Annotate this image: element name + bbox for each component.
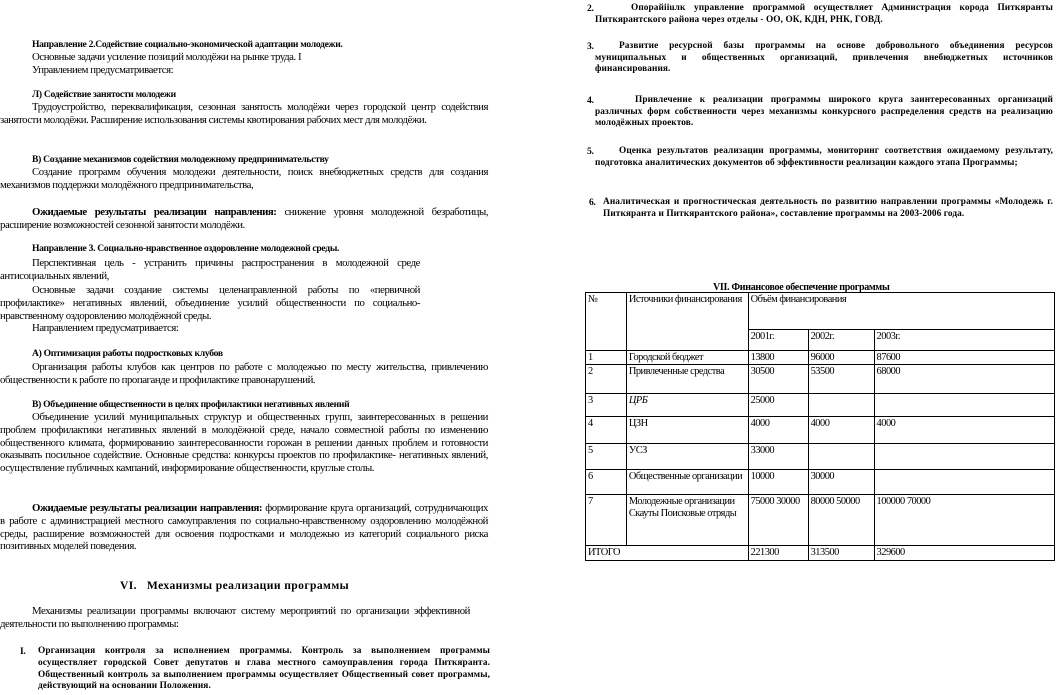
header-number: № (586, 293, 627, 351)
subsection-a-title: Л) Содействие занятости молодежи (32, 89, 176, 100)
row-value-2002 (808, 394, 874, 417)
item-1-text: Организация контроля за исполнением программы. Контроль за выполнением программы осуществляет городской Совет депутатов и глава местного самоуправления города Питкяранта. Общественный контроль за выполнением программы осуществляет Общественный совет программы, действующий на основании Положения. (38, 646, 490, 692)
row-value-2003: 100000 70000 (874, 495, 1054, 546)
item-5-text: Оценка результатов реализации программы, мониторинг соответствия ожидаемому результату, подготовка аналитических документов об эффективности реализации каждого этапа Программы; (595, 146, 1053, 168)
expected-results-2-label: Ожидаемые результаты реализации направления: (32, 502, 263, 514)
subsection-d-title: В) Объединение общественности в целях профилактики негативных явлений (32, 399, 350, 410)
financing-table-title: VII. Финансовое обеспечение программы (713, 282, 890, 293)
row-value-2001: 33000 (748, 444, 808, 470)
total-2002: 313500 (808, 546, 874, 561)
row-value-2002: 30000 (808, 470, 874, 495)
direction-2-plan: Управлением предусматривается: (32, 64, 174, 76)
item-4-number: 4. (587, 95, 594, 106)
header-year-2002: 2002г. (808, 330, 874, 351)
total-2003: 329600 (874, 546, 1054, 561)
row-value-2003 (874, 394, 1054, 417)
row-value-2002: 80000 50000 (808, 495, 874, 546)
header-source: Источники финансирования (626, 293, 748, 351)
table-row (586, 365, 1055, 394)
item-5-number: 5. (587, 146, 594, 157)
item-4-text: Привлечение к реализации программы широкого круга заинтересованных организаций различных форм собственности через механизмы конкурсного распределения средств на реализацию молодёжных проектов. (595, 95, 1053, 129)
expected-results-1-label: Ожидаемые результаты реализации направления: (32, 206, 277, 218)
direction-2-task: Основные задачи усиление позиций молодёжи на рынке труда. I (32, 51, 302, 63)
expected-results-1 (0, 206, 488, 232)
expected-results-2 (0, 502, 488, 553)
row-source: Городской бюджет (626, 351, 748, 365)
subsection-b-title: В) Создание механизмов содействия молодежному предпринимательству (32, 154, 329, 165)
financing-table (585, 292, 1055, 561)
row-value-2003: 68000 (874, 365, 1054, 394)
row-number: 5 (586, 444, 627, 470)
row-number: 6 (586, 470, 627, 495)
row-value-2003: 87600 (874, 351, 1054, 365)
table-row (586, 394, 1055, 417)
mechanisms-text: Механизмы реализации программы включают систему мероприятий по организации эффективной деятельности по выполнению программы: (0, 605, 470, 630)
table-total-row (586, 546, 1055, 561)
expected-results-1-text: снижение уровня молодежной безработицы, расширение возможностей сезонной занятости молодёжи. (0, 206, 488, 231)
section-6-heading (120, 579, 349, 592)
row-source: ЦРБ (626, 394, 748, 417)
header-volume: Объём финансирования (748, 293, 1054, 330)
item-1-number: I. (20, 646, 26, 657)
row-value-2003 (874, 470, 1054, 495)
row-value-2002: 4000 (808, 417, 874, 444)
row-number: 3 (586, 394, 627, 417)
section-6-number: VI. (120, 579, 137, 592)
row-number: 2 (586, 365, 627, 394)
direction-3-goal: Перспективная цель - устранить причины распространения в молодежной среде антисоциальных явлений, (0, 257, 420, 282)
section-6-title: Механизмы реализации программы (146, 579, 350, 592)
row-value-2003 (874, 444, 1054, 470)
table-row (586, 417, 1055, 444)
direction-2-title: Направление 2.Содействие социально-экономической адаптации молодежи. (32, 39, 343, 50)
row-value-2002 (808, 444, 874, 470)
row-value-2002: 53500 (808, 365, 874, 394)
subsection-a-text: Трудоустройство, переквалификация, сезонная занятость молодёжи через городской центр содействия занятости молодёжи. Расширение использования системы квотирования рабочих мест для молодёжи. (0, 101, 488, 126)
row-number: 4 (586, 417, 627, 444)
total-2001: 221300 (748, 546, 808, 561)
subsection-b-text: Создание программ обучения молодежи деятельности, поиск внебюджетных средств для создания механизмов поддержки молодёжного предпринимательства, (0, 166, 488, 191)
table-row (586, 470, 1055, 495)
table-row (586, 444, 1055, 470)
subsection-c-title: А) Оптимизация работы подростковых клубов (32, 348, 223, 359)
item-3-number: 3. (587, 41, 594, 52)
item-6-number: 6. (589, 197, 596, 208)
row-value-2001: 13800 (748, 351, 808, 365)
row-source: Общественные организации (626, 470, 748, 495)
table-header-row (586, 293, 1055, 330)
item-6-text: Аналитическая и прогностическая деятельность по развитию направлении программы «Молодежь г. Питкяранта и Питкярантского района», составление программы на 2003-2006 года. (603, 197, 1053, 219)
row-value-2001: 75000 30000 (748, 495, 808, 546)
row-source: Молодежные организации Скауты Поисковые отряды (626, 495, 748, 546)
row-source: Привлеченные средства (626, 365, 748, 394)
row-value-2001: 10000 (748, 470, 808, 495)
row-value-2001: 4000 (748, 417, 808, 444)
table-row (586, 495, 1055, 546)
header-year-2001: 2001г. (748, 330, 808, 351)
row-source: ЦЗН (626, 417, 748, 444)
table-row (586, 351, 1055, 365)
row-value-2001: 25000 (748, 394, 808, 417)
subsection-d-text: Объединение усилий муниципальных структур и общественных групп, заинтересованных в решении проблем профилактики негативных явлений в молодёжной среде, начало совместной работы по изменению общественного климата, формированию заинтересованности горожан в решении данных проблем и готовности оказывать посильное содействие. Основные средства: конкурсы проектов по профилактике- негативных явлений, осуществление публичных кампаний, информирование общественности, круглые столы. (0, 411, 488, 475)
item-2-text: Опорайiiuлк управление программой осуществляет Администрация корода Питкяранты Питкярантского района через отделы - ОО, ОК, КДН, РНК, ГОВД. (595, 3, 1053, 25)
item-2-number: 2. (587, 3, 594, 14)
total-label: ИТОГО (586, 546, 749, 561)
row-number: 7 (586, 495, 627, 546)
direction-3-task: Основные задачи создание системы целенаправленной работы по «первичной профилактике» негативных явлений, объединение усилий общественности по социально-нравственному оздоровлению молодёжной среды. (0, 284, 420, 322)
expected-results-2-text: формирование круга организаций, сотрудничающих в работе с администрацией местного самоуправления по социально-нравственному оздоровлению молодёжной среды, расширение возможностей для освоения подростками и молодежью из категорий социального риска позитивных моделей поведения. (0, 502, 488, 553)
row-number: 1 (586, 351, 627, 365)
row-value-2001: 30500 (748, 365, 808, 394)
subsection-c-text: Организация работы клубов как центров по работе с молодежью по месту жительства, привлечению общественности к работе по пропаганде и профилактике правонарушений. (0, 361, 488, 386)
row-value-2002: 96000 (808, 351, 874, 365)
row-source: УСЗ (626, 444, 748, 470)
row-value-2003: 4000 (874, 417, 1054, 444)
header-year-2003: 2003г. (874, 330, 1054, 351)
direction-3-title: Направление 3. Социально-нравственное оздоровление молодежной среды. (32, 243, 340, 254)
item-3-text: Развитие ресурсной базы программы на основе добровольного объединения ресурсов муниципальных и общественных организаций, привлечения внебюджетных источников финансирования. (595, 41, 1053, 75)
direction-3-plan: Направлением предусматривается: (32, 322, 179, 334)
